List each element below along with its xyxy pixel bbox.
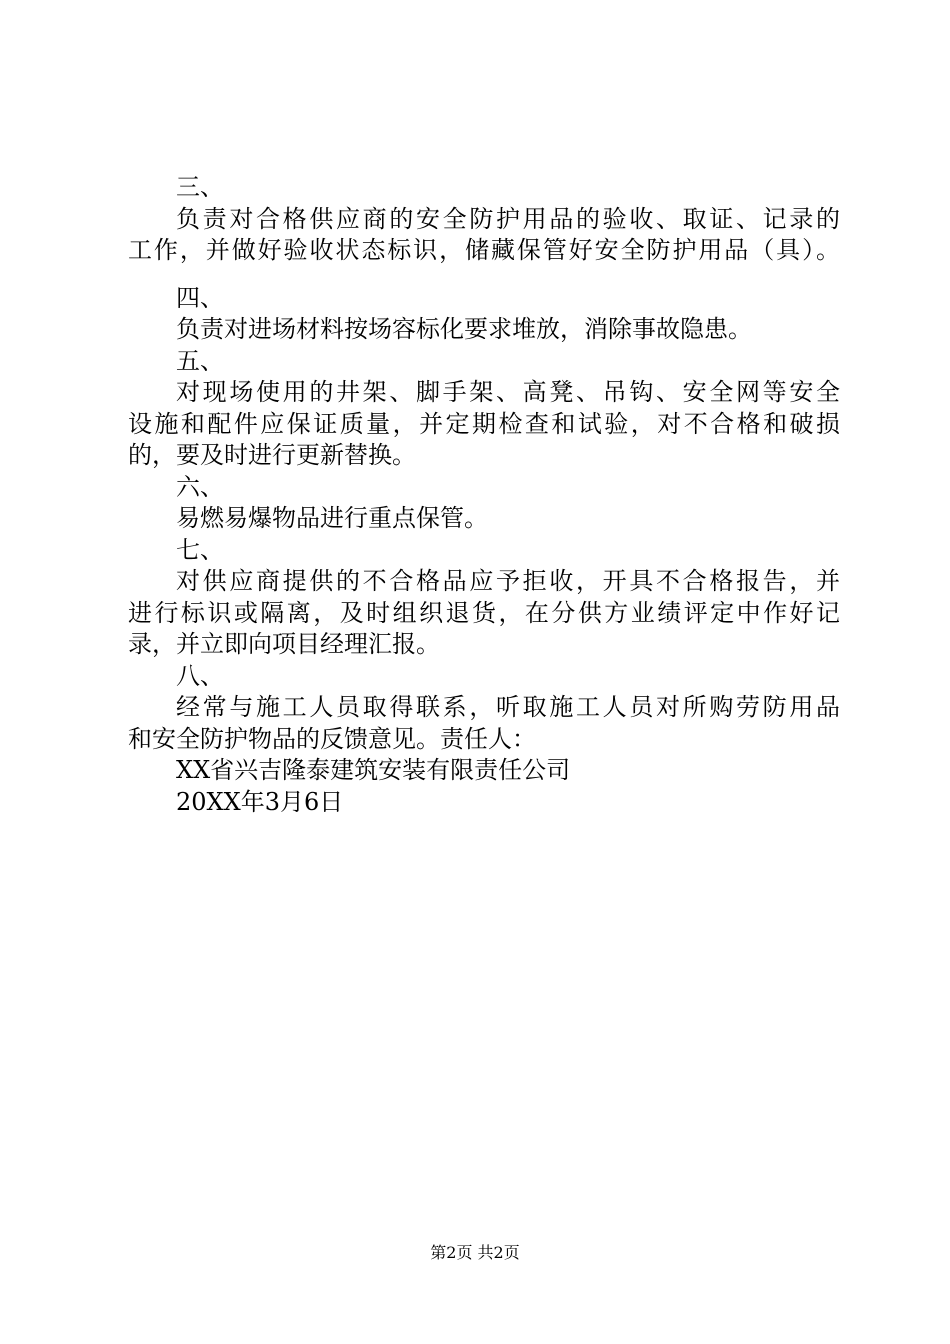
section-8-text-line-2: 和安全防护物品的反馈意见。责任人： bbox=[128, 724, 536, 753]
company-name: XX省兴吉隆泰建筑安装有限责任公司 bbox=[176, 756, 571, 784]
section-8-text-line-1: 经常与施工人员取得联系，听取施工人员对所购劳防用品 bbox=[176, 693, 840, 721]
section-5-text-line-1: 对现场使用的井架、脚手架、高凳、吊钩、安全网等安全 bbox=[176, 378, 840, 406]
section-6-text-line-1: 易燃易爆物品进行重点保管。 bbox=[176, 504, 488, 532]
section-heading-7: 七、 bbox=[176, 535, 224, 564]
section-heading-3: 三、 bbox=[176, 173, 224, 201]
section-7-text-line-2: 进行标识或隔离，及时组织退货，在分供方业绩评定中作好记 bbox=[128, 598, 840, 627]
section-heading-8: 八、 bbox=[176, 661, 224, 690]
document-date: 20XX年3月6日 bbox=[176, 787, 344, 816]
section-7-text-line-1: 对供应商提供的不合格品应予拒收，开具不合格报告，并 bbox=[176, 567, 840, 595]
section-3-text-line-2: 工作，并做好验收状态标识，储藏保管好安全防护用品（具）。 bbox=[128, 236, 840, 264]
section-7-text-line-3: 录，并立即向项目经理汇报。 bbox=[128, 630, 440, 658]
section-heading-5: 五、 bbox=[176, 346, 224, 375]
section-3-text-line-1: 负责对合格供应商的安全防护用品的验收、取证、记录的 bbox=[176, 204, 840, 233]
section-5-text-line-3: 的，要及时进行更新替换。 bbox=[128, 441, 416, 469]
paragraph-gap bbox=[128, 267, 840, 283]
section-heading-6: 六、 bbox=[176, 472, 224, 501]
section-heading-4: 四、 bbox=[176, 283, 224, 312]
section-5-text-line-2: 设施和配件应保证质量，并定期检查和试验，对不合格和破损 bbox=[128, 409, 840, 438]
page-footer: 第2页 共2页 bbox=[430, 1243, 520, 1262]
section-4-text-line-1: 负责对进场材料按场容标化要求堆放，消除事故隐患。 bbox=[176, 315, 752, 343]
document-body bbox=[128, 172, 840, 818]
